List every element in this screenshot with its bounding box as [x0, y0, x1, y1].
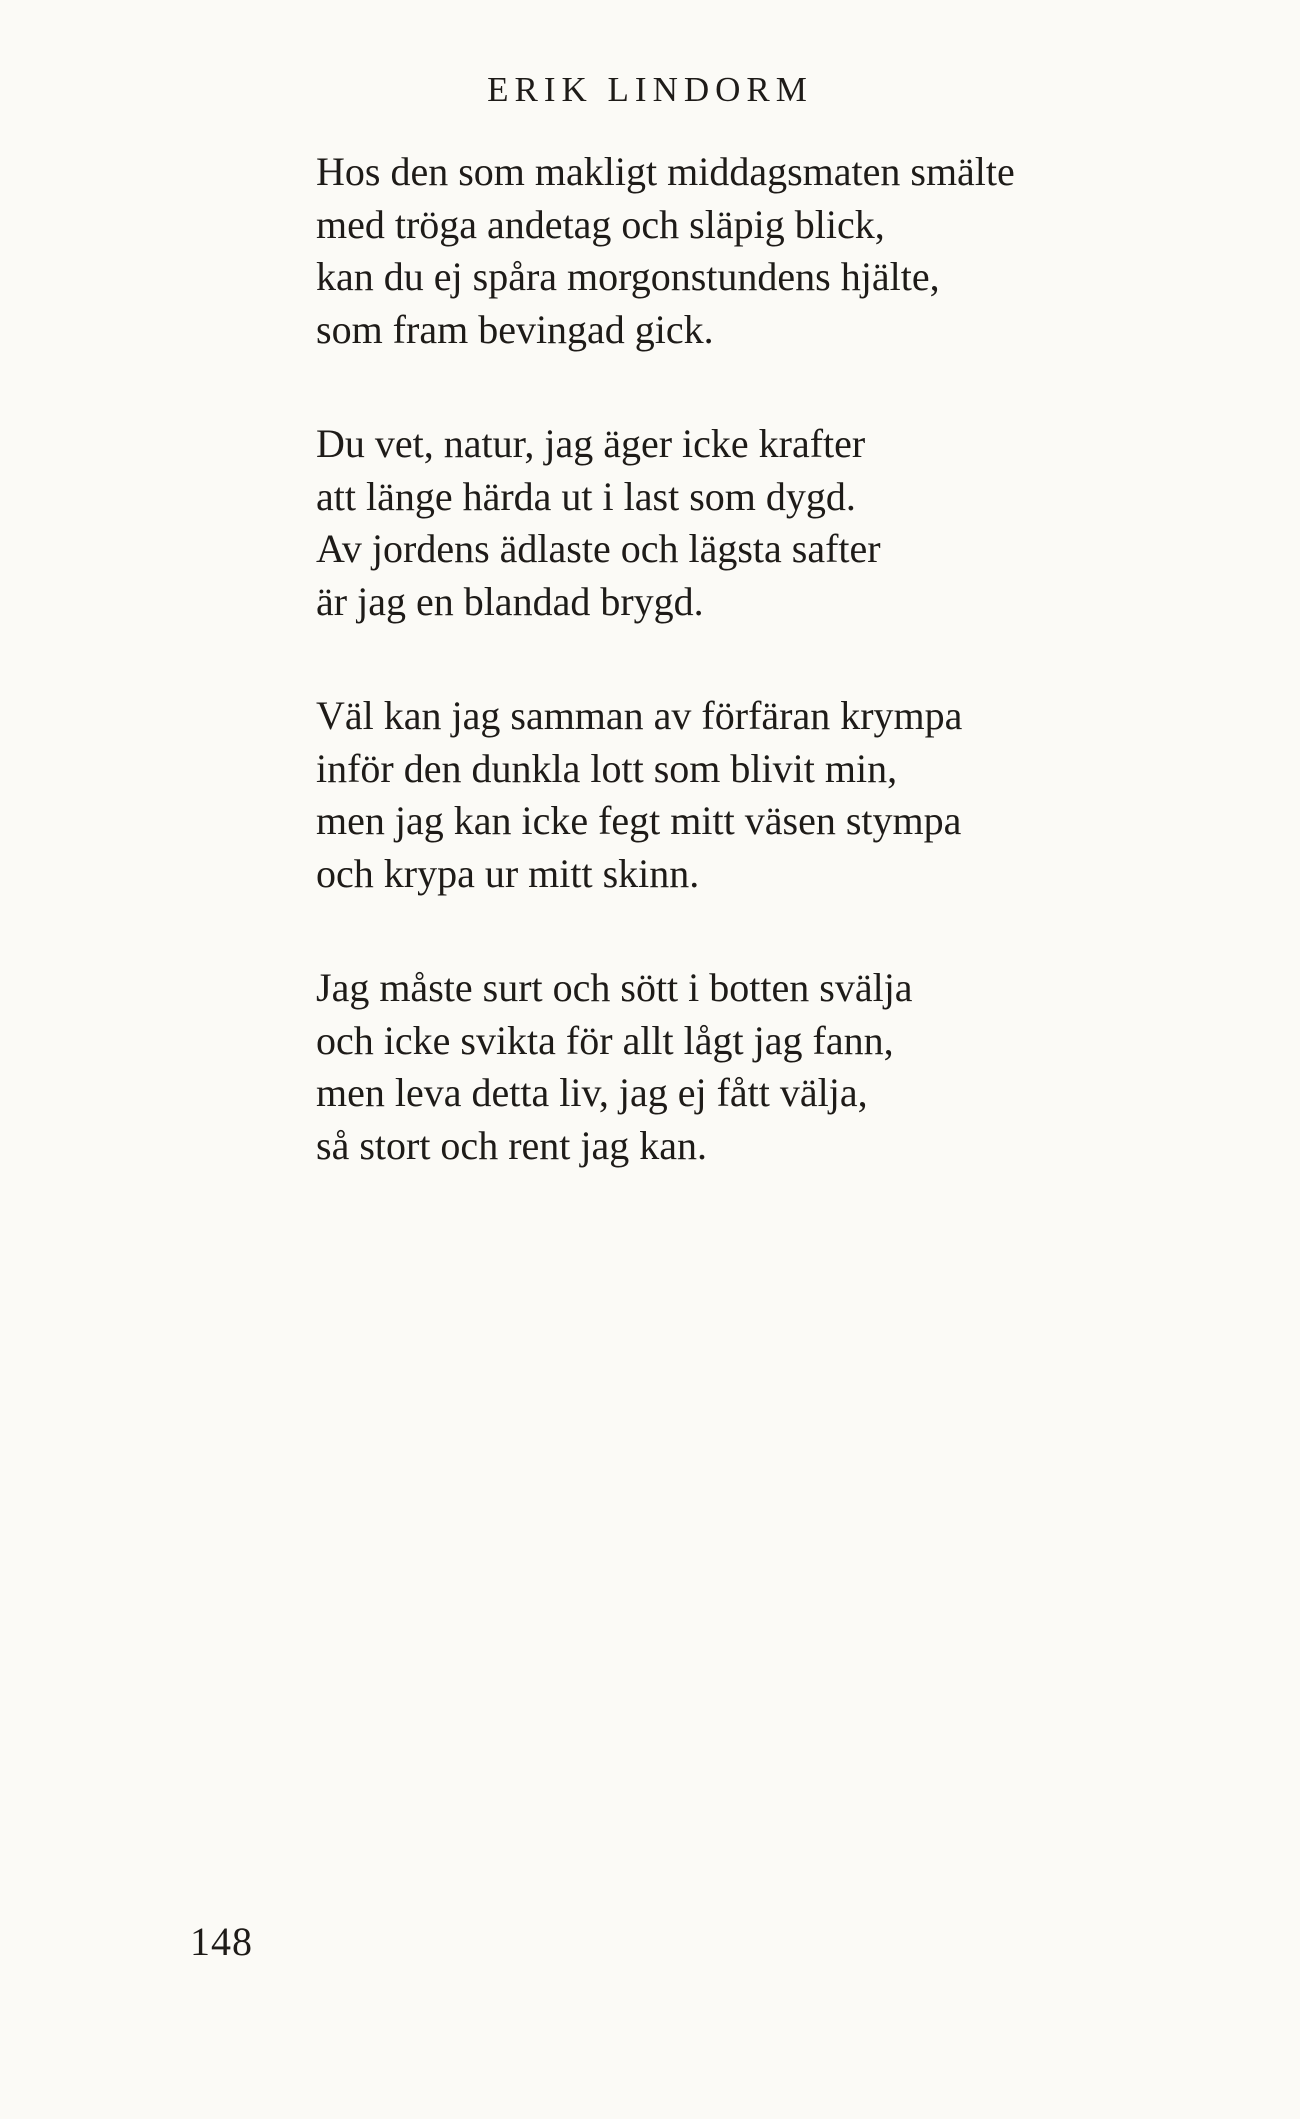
poem-line: att länge härda ut i last som dygd.	[316, 473, 856, 519]
poem-line: Hos den som makligt middagsmaten smälte	[316, 149, 1015, 194]
poem-line: men leva detta liv, jag ej fått välja,	[316, 1070, 868, 1115]
poem-line: och icke svikta för allt lågt jag fann,	[316, 1017, 894, 1063]
poem-line: så stort och rent jag kan.	[316, 1122, 707, 1168]
poem-line: Av jordens ädlaste och lägsta safter	[316, 526, 881, 571]
running-head: ERIK LINDORM	[487, 70, 813, 109]
poem-line: och krypa ur mitt skinn.	[316, 850, 700, 896]
poem-line: Jag måste surt och sött i botten svälja	[316, 965, 913, 1010]
poem	[316, 146, 1196, 1234]
poem-line: kan du ej spåra morgonstundens hjälte,	[316, 254, 940, 299]
poem-line: Väl kan jag samman av förfäran krympa	[316, 693, 963, 738]
stanza	[316, 962, 1196, 1172]
poem-line: men jag kan icke fegt mitt väsen stympa	[316, 798, 962, 843]
stanza	[316, 690, 1196, 900]
poem-line: inför den dunkla lott som blivit min,	[316, 745, 898, 791]
stanza	[316, 418, 1196, 628]
poem-line: med tröga andetag och släpig blick,	[316, 201, 885, 247]
poem-line: som fram bevingad gick.	[316, 306, 714, 352]
poem-line: är jag en blandad brygd.	[316, 578, 704, 624]
poem-line: Du vet, natur, jag äger icke krafter	[316, 421, 866, 466]
stanza	[316, 146, 1196, 356]
page-number: 148	[190, 1919, 253, 1964]
